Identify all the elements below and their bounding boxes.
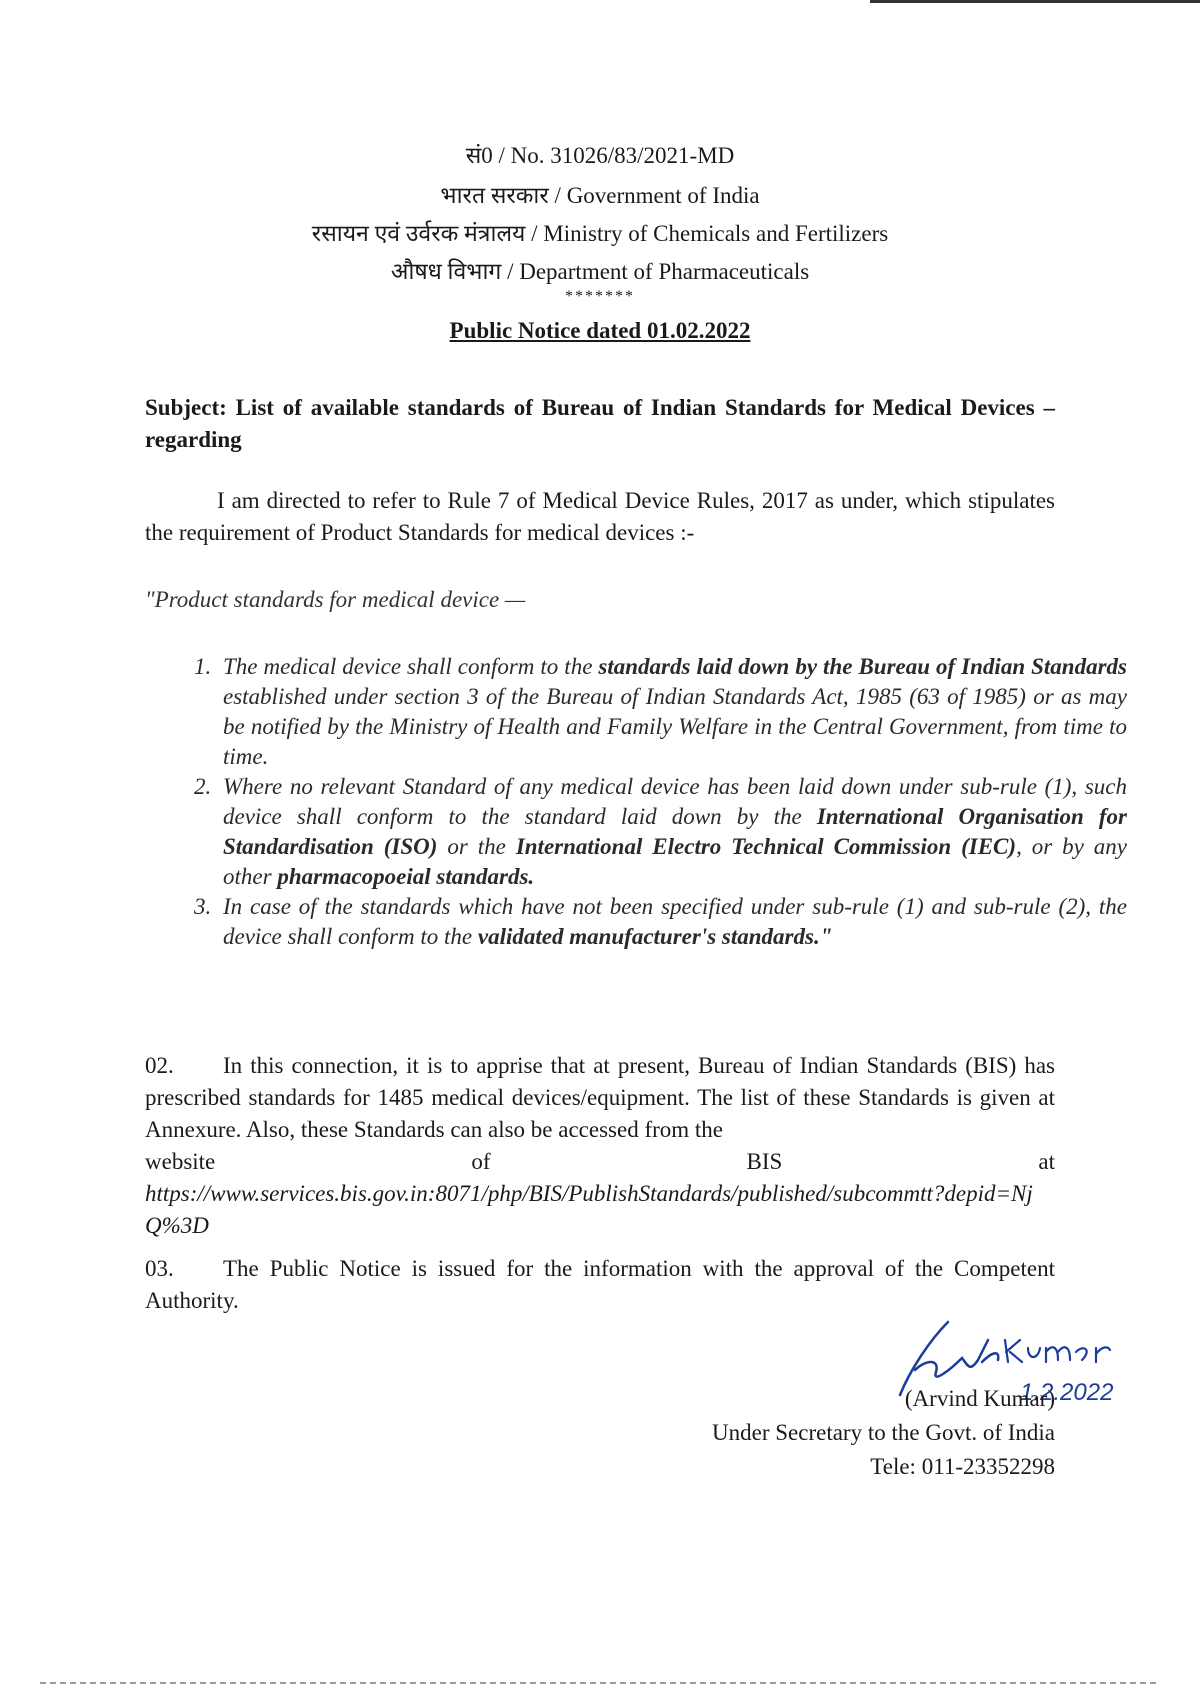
- rule-item-1: 1. The medical device shall conform to the standards laid down by the Bureau of Indian Standards established under section 3 of the Bureau of Indian Standards Act, 1985 (63 of 1985) or as may be notified by the Ministry of Health and Family Welfare in the Central Government, from time to time.: [217, 652, 1127, 772]
- file-number: सं0 / No. 31026/83/2021-MD: [465, 143, 735, 168]
- website-line: website of BIS at: [145, 1149, 1055, 1174]
- signatory-name: (Arvind Kumar): [904, 1386, 1055, 1411]
- department-line: औषध विभाग / Department of Pharmaceuticals: [390, 259, 810, 284]
- bis-url[interactable]: https://www.services.bis.gov.in:8071/php/BIS/PublishStandards/published/subcommtt?depid=NjQ%3D: [145, 1181, 1033, 1238]
- intro-paragraph: I am directed to refer to Rule 7 of Medical Device Rules, 2017 as under, which stipulates the requirement of Product Standards for medical devices :-: [145, 488, 1055, 545]
- paragraph-text: In this connection, it is to apprise that at present, Bureau of Indian Standards (BIS) has prescribed standards for 1485 medical devices/equipment. The list of these Standards is given at Annexure. Also, these Standards can also be accessed from the: [145, 1053, 1055, 1142]
- paragraph-number: 02.: [145, 1053, 174, 1078]
- government-line: भारत सरकार / Government of India: [440, 183, 760, 208]
- paragraph-02: [145, 1050, 1055, 1242]
- signature-block: [712, 1382, 1055, 1484]
- signatory-designation: Under Secretary to the Govt. of India: [712, 1420, 1055, 1445]
- signature-date-mark: 1.2.2022: [1020, 1379, 1114, 1406]
- ministry-line: रसायन एवं उर्वरक मंत्रालय / Ministry of Chemicals and Fertilizers: [311, 221, 889, 246]
- rule-item-2: 2. Where no relevant Standard of any medical device has been laid down under sub-rule (1), such device shall conform to the standard laid down by the International Organisation for Standardisation (ISO) or the International Electro Technical Commission (IEC), or by any other pharmacopoeial standards.: [217, 772, 1127, 892]
- signatory-phone: Tele: 011-23352298: [870, 1454, 1055, 1479]
- paragraph-number: 03.: [145, 1256, 174, 1281]
- rule-item-3: 3. In case of the standards which have not been specified under sub-rule (1) and sub-rule (2), the device shall conform to the validated manufacturer's standards.": [217, 892, 1127, 952]
- notice-title: Public Notice dated 01.02.2022: [449, 318, 751, 343]
- rules-list: [145, 652, 1127, 952]
- separator-stars: *******: [565, 288, 635, 305]
- scan-edge-bottom: [40, 1682, 1160, 1684]
- paragraph-text: The Public Notice is issued for the information with the approval of the Competent Authority.: [145, 1256, 1055, 1313]
- quote-heading: "Product standards for medical device —: [145, 587, 526, 612]
- subject-line: Subject: List of available standards of Bureau of Indian Standards for Medical Devices – regarding: [145, 395, 1055, 452]
- scan-edge-top: [870, 0, 1200, 3]
